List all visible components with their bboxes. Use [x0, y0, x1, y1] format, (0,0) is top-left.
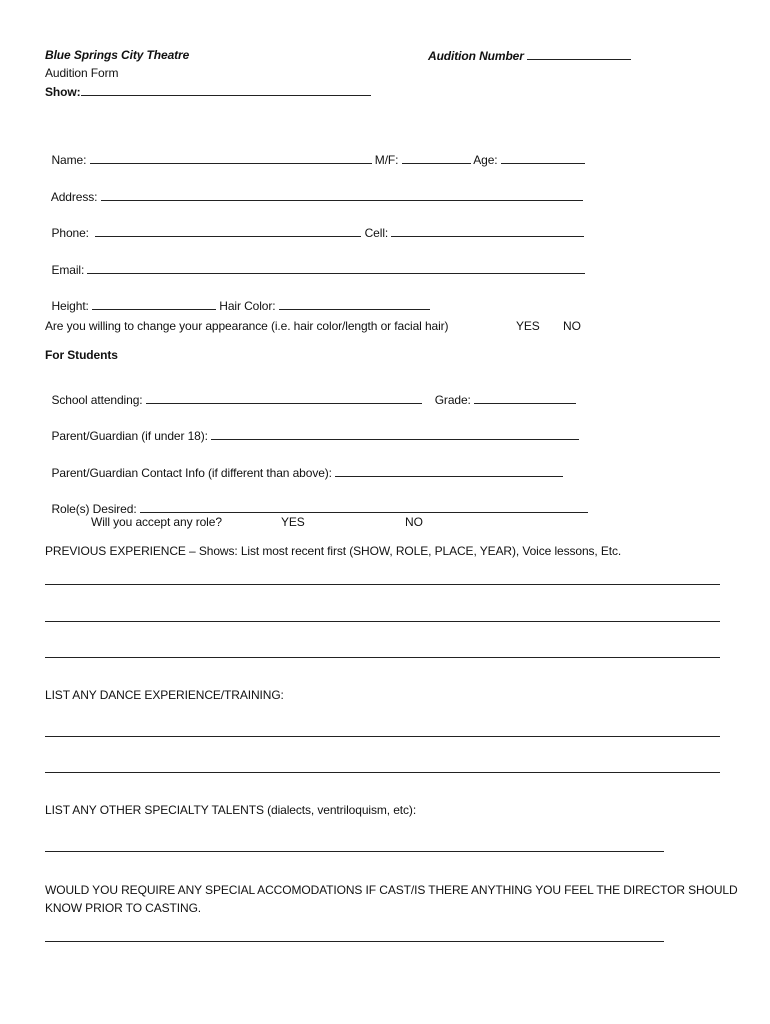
address-row — [45, 174, 583, 205]
students-heading: For Students — [45, 348, 118, 362]
parent-contact-field[interactable] — [335, 465, 563, 477]
school-row — [45, 377, 576, 408]
specialty-heading: LIST ANY OTHER SPECIALTY TALENTS (dialects, ventriloquism, etc): — [45, 803, 417, 817]
roles-row — [45, 486, 588, 517]
previous-experience-heading: PREVIOUS EXPERIENCE – Shows: List most recent first (SHOW, ROLE, PLACE, YEAR), Voice lessons, Etc. — [45, 544, 622, 558]
previous-experience-line-1[interactable] — [45, 584, 720, 585]
dance-line-1[interactable] — [45, 736, 720, 737]
height-field[interactable] — [92, 298, 216, 310]
roles-label: Role(s) Desired: — [51, 502, 137, 516]
show-label: Show: — [45, 84, 371, 100]
theatre-name: Blue Springs City Theatre — [45, 48, 190, 62]
mf-label: M/F: — [374, 153, 399, 167]
hair-color-label: Hair Color: — [219, 299, 276, 313]
dance-line-2[interactable] — [45, 772, 720, 773]
hair-color-field[interactable] — [279, 298, 430, 310]
grade-field[interactable] — [474, 392, 576, 404]
specialty-line[interactable] — [45, 851, 664, 852]
previous-experience-line-3[interactable] — [45, 657, 720, 658]
cell-label: Cell: — [364, 226, 389, 240]
name-row — [45, 137, 585, 168]
audition-number-field[interactable] — [527, 48, 631, 60]
email-label: Email: — [51, 263, 85, 277]
address-label: Address: — [50, 190, 98, 204]
show-field[interactable] — [81, 84, 371, 96]
parent-contact-label: Parent/Guardian Contact Info (if different than above): — [51, 466, 332, 480]
accommodations-line[interactable] — [45, 941, 664, 942]
school-field[interactable] — [146, 392, 422, 404]
previous-experience-line-2[interactable] — [45, 621, 720, 622]
form-title: Audition Form — [45, 66, 119, 80]
appearance-no[interactable]: NO — [563, 319, 581, 333]
name-label: Name: — [51, 153, 87, 167]
email-row — [45, 247, 585, 278]
cell-field[interactable] — [391, 225, 584, 237]
accept-role-yes[interactable]: YES — [281, 515, 305, 529]
roles-field[interactable] — [140, 501, 588, 513]
height-row — [45, 283, 430, 314]
address-field[interactable] — [101, 189, 583, 201]
parent-field[interactable] — [211, 428, 579, 440]
mf-field[interactable] — [402, 152, 471, 164]
name-field[interactable] — [90, 152, 372, 164]
accept-role-no[interactable]: NO — [405, 515, 423, 529]
accommodations-heading-2: KNOW PRIOR TO CASTING. — [45, 901, 202, 915]
accommodations-heading-1: WOULD YOU REQUIRE ANY SPECIAL ACCOMODATIONS IF CAST/IS THERE ANYTHING YOU FEEL THE DIRECTOR SHOULD — [45, 883, 738, 897]
accept-any-role: Will you accept any role? — [91, 515, 222, 529]
parent-contact-row — [45, 450, 563, 481]
appearance-yes[interactable]: YES — [516, 319, 540, 333]
parent-label: Parent/Guardian (if under 18): — [51, 429, 208, 443]
phone-label: Phone: — [51, 226, 89, 240]
appearance-question: Are you willing to change your appearance (i.e. hair color/length or facial hair) — [45, 319, 449, 333]
age-field[interactable] — [501, 152, 585, 164]
phone-field[interactable] — [95, 225, 361, 237]
audition-number-label: Audition Number — [428, 48, 631, 64]
phone-row — [45, 210, 584, 241]
height-label: Height: — [51, 299, 89, 313]
parent-row — [45, 413, 579, 444]
email-field[interactable] — [87, 262, 585, 274]
dance-heading: LIST ANY DANCE EXPERIENCE/TRAINING: — [45, 688, 284, 702]
school-label: School attending: — [51, 393, 143, 407]
grade-label: Grade: — [434, 393, 471, 407]
age-label: Age: — [473, 153, 498, 167]
